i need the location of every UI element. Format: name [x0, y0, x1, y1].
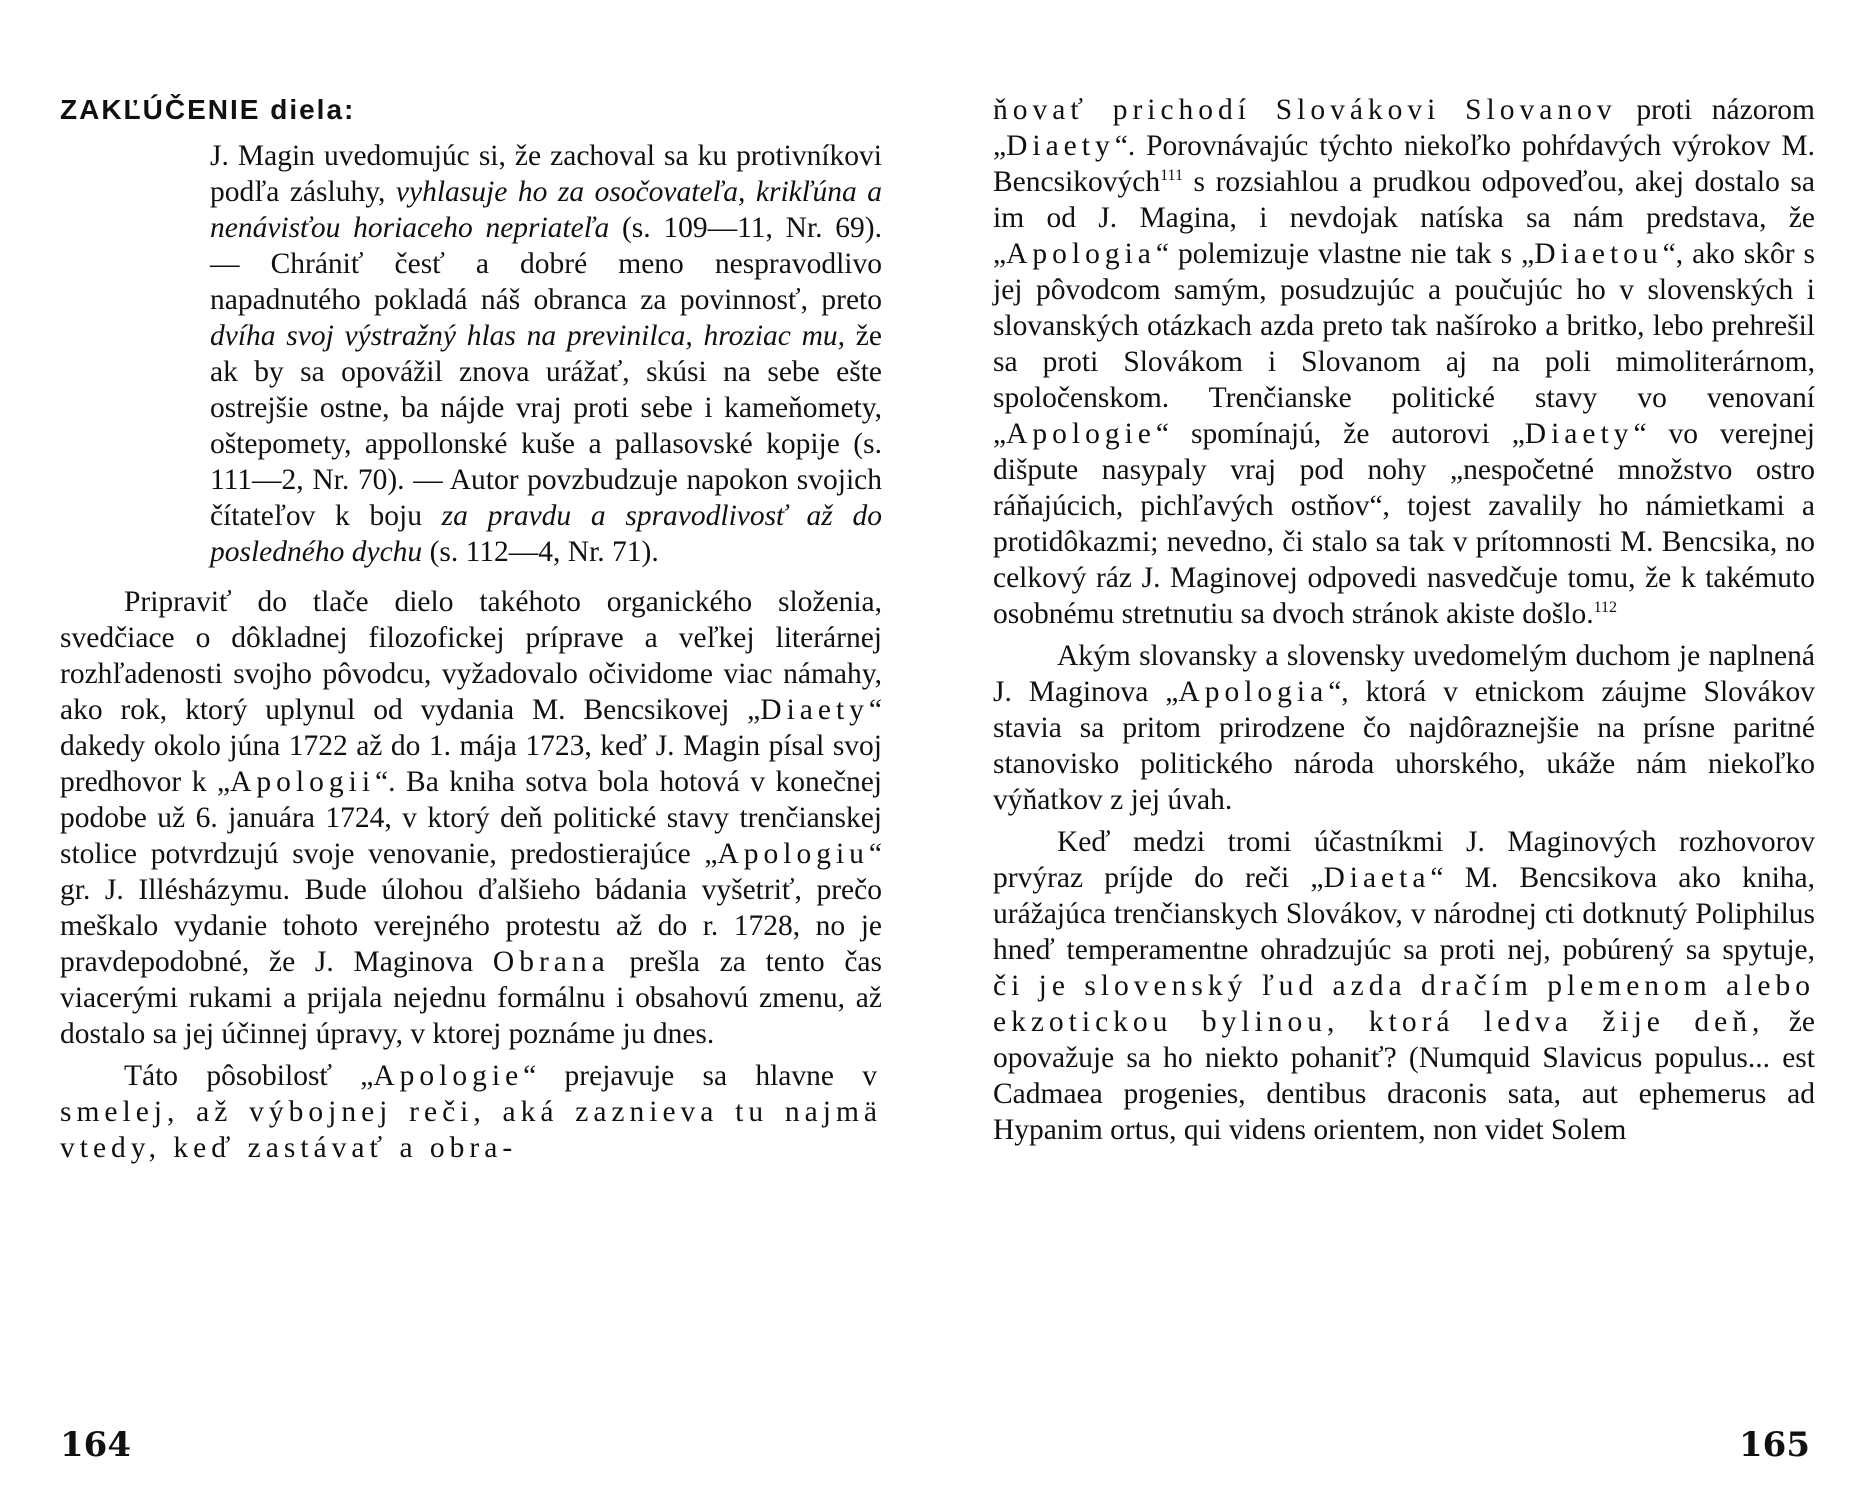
text-run: Obrana: [492, 946, 610, 978]
section-heading: ZAKĽÚČENIE diela:: [60, 94, 356, 125]
text-run: že opovažuje sa ho niekto pohaniť? (Numquid Slavicus populus... est Cadmaea progenies, dentibus draconis sata, aut ephemerus ad Hypanim ortus, qui videns orientem, non videt Solem: [993, 1006, 1816, 1146]
paragraph-slavic-spirit: [993, 638, 1815, 818]
paragraph-continuation: [993, 92, 1815, 632]
text-run: Apologia: [1178, 676, 1329, 708]
text-run: Keď medzi tromi účastníkmi J. Maginových rozhovorov prvýraz príjde do reči „: [993, 826, 1815, 894]
text-run: ňovať prichodí Slovákovi Slovanov: [993, 94, 1617, 126]
text-run: Táto pôsobilosť „: [124, 1060, 374, 1092]
text-run: proti názorom „: [993, 94, 1815, 162]
text-run: “, ako skôr s jej pôvodcom samým, posudzujúc a poučujúc ho v slovenských i slovanských otázkach azda preto tak našíroko a britko, lebo prehrešil sa proti Slovákom i Slovanom aj na poli mimoliterárnom, spoločenskom. Trenčianske politické stavy vo venovaní „: [993, 238, 1815, 450]
intro-paragraph: [210, 138, 882, 570]
text-run: “ spomínajú, že autorovi „: [1155, 418, 1525, 450]
text-run: Diaety: [760, 694, 869, 726]
page-number-left: 164: [60, 1425, 131, 1465]
text-run: Diaety: [1006, 130, 1115, 162]
footnote-ref: 112: [1593, 599, 1617, 617]
text-run: Apologii: [230, 766, 376, 798]
text-run: “ prejavuje sa hlavne: [523, 1060, 863, 1092]
right-text-column: [993, 92, 1815, 1148]
text-run: “ vo verejnej dišpute nasypaly vraj pod nohy „nespočetné množstvo ostro ráňajúcich, pichľavých ostňov“, tojest zavalily ho námietkami a protidôkazmi; nevedno, či stalo sa tak v prítomnosti M. Bencsika, no celkový ráz J. Maginovej odpovedi nasvedčuje tomu, že k takémuto osobnému stretnutiu sa dvoch stránok akiste došlo.: [993, 418, 1815, 630]
text-run: “ polemizuje vlastne nie tak s „: [1155, 238, 1535, 270]
text-run: že ak by sa opovážil znova urážať, skúsi na sebe ešte ostrejšie ostne, ba nájde vraj proti sebe i kameňomety, oštepomety, appollonské kuše a pallasovské kopije (s. 111—2, Nr. 70). — Autor povzbudzuje napokon svojich čítateľov k boju: [210, 320, 882, 532]
text-run: “ M. Bencsikova ako kniha, urážajúca trenčianskych Slovákov, v národnej cti dotknutý Poliphilus hneď temperamentne ohradzujúc sa proti nej, pobúrený sa spytuje,: [993, 862, 1815, 966]
text-run: “ dakedy okolo júna 1722 až do 1. mája 1723, keď J. Magin písal svoj predhovor k „: [60, 694, 882, 798]
text-run: Pripraviť do tlače dielo takéhoto organického složenia, svedčiace o dôkladnej filozofickej príprave a veľkej literárnej rozhľadenosti svojho pôvodcu, vyžadovalo očividome viac námahy, ako rok, ktorý uplynul od vydania M. Bencsikovej „: [60, 586, 882, 726]
text-run: “. Porovnávajúc týchto niekoľko pohŕdavých výrokov M. Bencsikových: [993, 130, 1815, 198]
text-run: dvíha svoj výstražný hlas na previnilca, hroziac mu,: [210, 320, 846, 352]
footnote-ref: 111: [1160, 167, 1183, 185]
left-text-column: [60, 92, 882, 1166]
text-run: či je slovenský ľud azda dračím plemenom alebo ekzotickou bylinou, ktorá ledva žije deň,: [993, 970, 1815, 1038]
text-run: za pravdu a spravodlivosť až do posledného dychu: [210, 500, 882, 568]
text-run: Diaeta: [1323, 862, 1431, 894]
text-run: Apologie: [373, 1060, 524, 1092]
paragraph-preparation: [60, 584, 882, 1052]
text-run: v smelej, až výbojnej reči, aká zaznieva tu najmä vtedy, keď zastávať a obra-: [60, 1060, 882, 1164]
text-run: vyhlasuje ho za osočovateľa, krikľúna a nenávisťou horiaceho nepriateľa: [210, 176, 882, 244]
text-run: s rozsiahlou a prudkou odpoveďou, akej dostalo sa im od J. Magina, i nevdojak natíska sa nám predstava, že „: [993, 166, 1815, 270]
paragraph-effectiveness: [60, 1058, 882, 1166]
text-run: “, ktorá v etnickom záujme Slovákov stavia sa pritom prirodzene čo najdôraznejšie na prísne paritné stanovisko politického národa uhorského, ukáže nám niekoľko výňatkov z jej úvah.: [993, 676, 1816, 816]
text-run: (s. 112—4, Nr. 71).: [422, 536, 659, 568]
text-run: Apologie: [1006, 418, 1156, 450]
text-run: Apologia: [1006, 238, 1156, 270]
text-run: Diaety: [1524, 418, 1634, 450]
text-run: “ gr. J. Illésházymu. Bude úlohou ďalšieho bádania vyšetriť, prečo meškalo vydanie tohoto verejného protestu až do r. 1728, no je pravdepodobné, že J. Maginova: [60, 838, 882, 978]
text-run: Akým slovansky a slovensky uvedomelým duchom je naplnená J. Maginova „: [993, 640, 1815, 708]
text-run: Apologiu: [717, 838, 869, 870]
text-run: J. Magin uvedomujúc si, že zachoval sa ku protivníkovi podľa zásluhy,: [210, 140, 882, 208]
text-run: “. Ba kniha sotva bola hotová v konečnej podobe už 6. januára 1724, v ktorý deň politické stavy trenčianskej stolice potvrdzujú svoje venovanie, predostierajúce „: [60, 766, 882, 870]
text-run: (s. 109—11, Nr. 69). — Chrániť česť a dobré meno nespravodlivo napadnutého pokladá náš obranca za povinnosť, preto: [210, 212, 882, 316]
page-number-right: 165: [1739, 1425, 1810, 1465]
text-run: Diaetou: [1534, 238, 1663, 270]
text-run: prešla za tento čas viacerými rukami a prijala nejednu formálnu i obsahovú zmenu, až dostalo sa jej účinnej úpravy, v ktorej poznáme ju dnes.: [60, 946, 882, 1050]
paragraph-diaeta-discussion: [993, 824, 1815, 1148]
